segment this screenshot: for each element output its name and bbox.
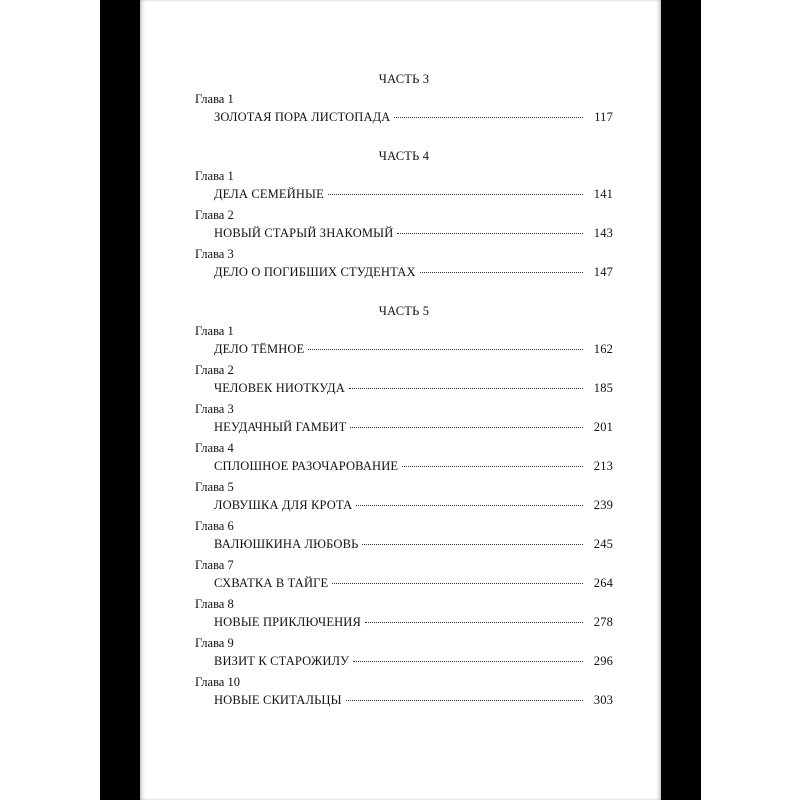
toc-entry	[195, 323, 613, 362]
toc-entry	[195, 596, 613, 635]
page-number: 245	[593, 537, 613, 551]
part-heading: ЧАСТЬ 5	[378, 304, 430, 318]
chapter-row	[195, 612, 613, 635]
chapter-row	[195, 417, 613, 440]
chapter-label: Глава 5	[195, 480, 234, 494]
chapter-row	[195, 651, 613, 674]
toc-entry	[195, 91, 613, 130]
dot-leader	[346, 699, 583, 701]
chapter-title: ВАЛЮШКИНА ЛЮБОВЬ	[214, 537, 359, 551]
page-number: 278	[593, 615, 613, 629]
page-number: 213	[593, 459, 613, 473]
chapter-row	[195, 690, 613, 713]
chapter-row	[195, 378, 613, 401]
part-heading: ЧАСТЬ 3	[378, 72, 430, 86]
chapter-title: НЕУДАЧНЫЙ ГАМБИТ	[214, 420, 347, 434]
dot-leader	[394, 116, 583, 118]
right-black-border	[661, 0, 701, 800]
dot-leader	[362, 543, 583, 545]
chapter-label: Глава 9	[195, 636, 234, 650]
page-number: 185	[593, 381, 613, 395]
chapter-title: НОВЫЕ ПРИКЛЮЧЕНИЯ	[214, 615, 361, 629]
chapter-title: ДЕЛА СЕМЕЙНЫЕ	[214, 187, 324, 201]
chapter-title: ДЕЛО ТЁМНОЕ	[214, 342, 305, 356]
page-number: 201	[593, 420, 613, 434]
chapter-label: Глава 3	[195, 402, 234, 416]
chapter-title: ДЕЛО О ПОГИБШИХ СТУДЕНТАХ	[214, 265, 416, 279]
chapter-row	[195, 495, 613, 518]
chapter-row	[195, 262, 613, 285]
dot-leader	[328, 193, 583, 195]
toc-entry	[195, 401, 613, 440]
chapter-row	[195, 456, 613, 479]
chapter-label: Глава 1	[195, 169, 234, 183]
page-number: 303	[593, 693, 613, 707]
dot-leader	[420, 271, 583, 273]
dot-leader	[356, 504, 583, 506]
toc-entry	[195, 518, 613, 557]
toc-entry	[195, 635, 613, 674]
chapter-row	[195, 573, 613, 596]
page-number: 141	[593, 187, 613, 201]
book-page	[140, 0, 661, 800]
chapter-label: Глава 10	[195, 675, 240, 689]
chapter-title: ВИЗИТ К СТАРОЖИЛУ	[214, 654, 350, 668]
toc-entry	[195, 479, 613, 518]
page-number: 264	[593, 576, 613, 590]
chapter-title: СПЛОШНОЕ РАЗОЧАРОВАНИЕ	[214, 459, 399, 473]
chapter-label: Глава 1	[195, 92, 234, 106]
chapter-row	[195, 184, 613, 207]
dot-leader	[353, 660, 583, 662]
dot-leader	[397, 232, 583, 234]
chapter-row	[195, 534, 613, 557]
dot-leader	[332, 582, 583, 584]
toc-entry	[195, 557, 613, 596]
chapter-label: Глава 2	[195, 363, 234, 377]
page-number: 162	[593, 342, 613, 356]
page-number: 147	[593, 265, 613, 279]
chapter-label: Глава 8	[195, 597, 234, 611]
chapter-row	[195, 223, 613, 246]
page-number: 117	[594, 110, 613, 124]
chapter-label: Глава 1	[195, 324, 234, 338]
toc-entry	[195, 674, 613, 713]
chapter-title: НОВЫЙ СТАРЫЙ ЗНАКОМЫЙ	[214, 226, 394, 240]
dot-leader	[308, 348, 583, 350]
chapter-label: Глава 4	[195, 441, 234, 455]
dot-leader	[402, 465, 583, 467]
toc-entry	[195, 362, 613, 401]
dot-leader	[365, 621, 583, 623]
chapter-label: Глава 3	[195, 247, 234, 261]
toc-entry	[195, 168, 613, 207]
toc-entry	[195, 246, 613, 285]
chapter-row	[195, 107, 613, 130]
chapter-label: Глава 6	[195, 519, 234, 533]
chapter-title: ЧЕЛОВЕК НИОТКУДА	[214, 381, 345, 395]
chapter-label: Глава 7	[195, 558, 234, 572]
dot-leader	[350, 426, 583, 428]
dot-leader	[349, 387, 583, 389]
part-heading: ЧАСТЬ 4	[378, 149, 430, 163]
chapter-title: ЗОЛОТАЯ ПОРА ЛИСТОПАДА	[214, 110, 391, 124]
toc-entry	[195, 207, 613, 246]
chapter-title: ЛОВУШКА ДЛЯ КРОТА	[214, 498, 353, 512]
chapter-row	[195, 339, 613, 362]
chapter-label: Глава 2	[195, 208, 234, 222]
chapter-title: СХВАТКА В ТАЙГЕ	[214, 576, 329, 590]
toc-entry	[195, 440, 613, 479]
page-number: 296	[593, 654, 613, 668]
table-of-contents	[195, 71, 613, 713]
page-number: 239	[593, 498, 613, 512]
chapter-title: НОВЫЕ СКИТАЛЬЦЫ	[214, 693, 342, 707]
left-black-border	[100, 0, 140, 800]
page-number: 143	[593, 226, 613, 240]
